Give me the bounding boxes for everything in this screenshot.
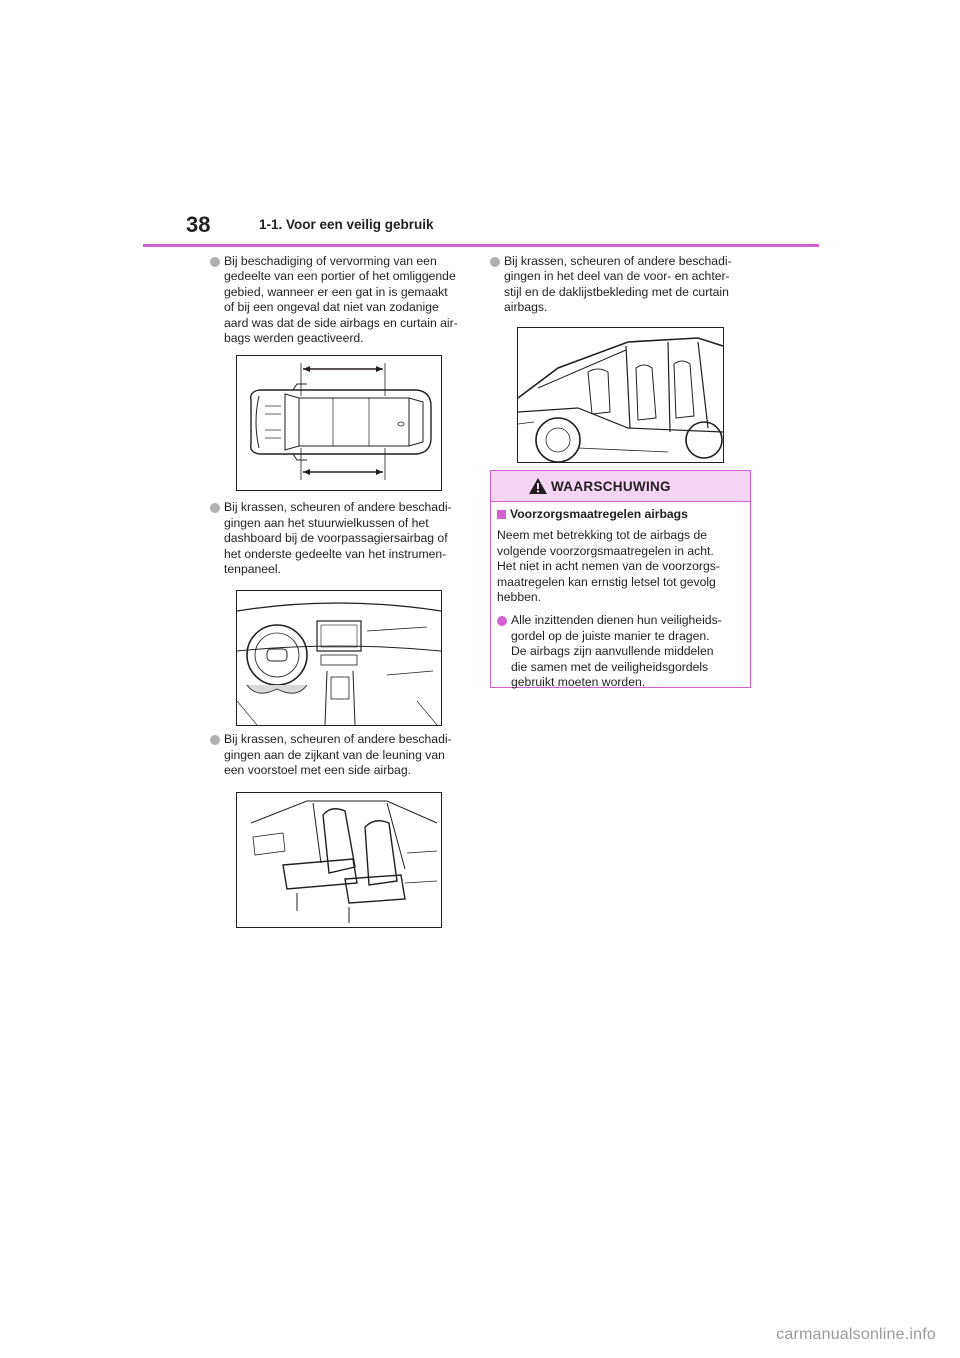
section-title: 1-1. Voor een veilig gebruik bbox=[259, 217, 434, 232]
warning-heading: Voorzorgsmaatregelen airbags bbox=[497, 507, 744, 522]
warning-paragraph: Neem met betrekking tot de airbags de volgende voorzorgsmaatregelen in acht. Het niet in acht nemen van de voorzorgs- maatregelen kan ernstig letsel tot gevolg hebben. bbox=[497, 528, 720, 605]
left-column bbox=[210, 254, 468, 928]
bullet-dot-icon bbox=[210, 503, 220, 513]
square-bullet-icon bbox=[497, 510, 506, 519]
footer-watermark: carmanualsonline.info bbox=[776, 1326, 936, 1343]
warning-header bbox=[491, 471, 750, 502]
bullet-text: Bij krassen, scheuren of andere beschadi- gingen in het deel van de voor- en achter- stijl en de daklijstbekleding met de curtain airbags. bbox=[504, 254, 732, 315]
warning-box bbox=[490, 470, 751, 688]
bullet-pillars-headliner bbox=[490, 254, 748, 316]
bullet-text: Alle inzittenden dienen hun veiligheids- gordel op de juiste manier te dragen. De airbags zijn aanvullende middelen die samen met de veiligheidsgordels gebruikt moeten worden. bbox=[511, 613, 722, 690]
warning-triangle-icon bbox=[529, 478, 547, 494]
header-rule bbox=[143, 244, 819, 247]
warning-body bbox=[491, 502, 750, 690]
bullet-text: Bij krassen, scheuren of andere beschadi- gingen aan het stuurwielkussen of het dashboard bij de voorpassagiersairbag of het onderste gedeelte van het instrumen- tenpaneel. bbox=[224, 500, 452, 577]
bullet-door-damage bbox=[210, 254, 468, 346]
figure-dashboard bbox=[236, 590, 442, 726]
right-column bbox=[490, 254, 748, 463]
figure-front-seats bbox=[236, 792, 442, 928]
page-number: 38 bbox=[186, 212, 211, 237]
bullet-dot-icon bbox=[210, 257, 220, 267]
figure-car-side-interior bbox=[517, 327, 724, 463]
bullet-dot-icon bbox=[490, 257, 500, 267]
bullet-dot-icon bbox=[210, 735, 220, 745]
bullet-text: Bij beschadiging of vervorming van een gedeelte van een portier of het omliggende gebied, wanneer er een gat in is gemaakt of bij een ongeval dat niet van zodanige aard was dat de side airbags en curtain air- bags werden geactiveerd. bbox=[224, 254, 458, 346]
bullet-dot-icon bbox=[497, 616, 507, 626]
warning-bullet-seatbelts bbox=[497, 613, 744, 690]
figure-car-top-view bbox=[236, 355, 442, 491]
bullet-text: Bij krassen, scheuren of andere beschadi- gingen aan de zijkant van de leuning van een voorstoel met een side airbag. bbox=[224, 732, 452, 778]
warning-title: WAARSCHUWING bbox=[551, 479, 671, 494]
bullet-front-seat bbox=[210, 732, 468, 778]
bullet-steering-wheel bbox=[210, 500, 468, 577]
